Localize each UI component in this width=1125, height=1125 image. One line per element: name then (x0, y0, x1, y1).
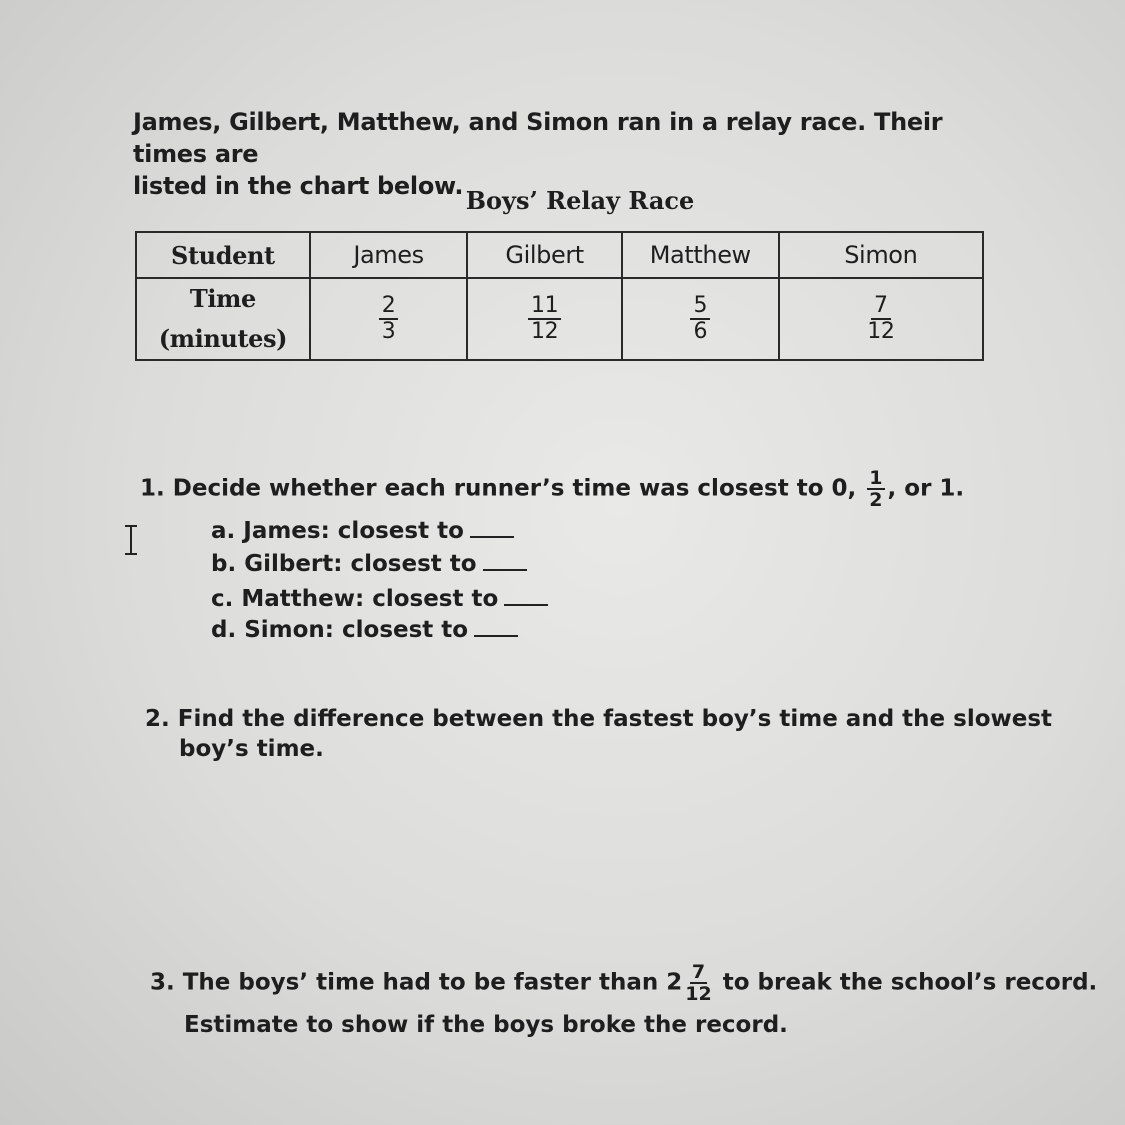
answer-blank[interactable] (504, 586, 548, 606)
numerator: 2 (379, 294, 399, 320)
q2-line-1: 2. Find the difference between the fastest boy’s time and the slowest (145, 706, 1053, 732)
denominator: 12 (531, 319, 559, 344)
intro-line-1: James, Gilbert, Matthew, and Simon ran in a relay race. Their times are (133, 108, 943, 168)
q1-item-a-text: a. James: closest to (211, 518, 464, 544)
numerator: 5 (690, 294, 710, 320)
mixed-number-whole: 2 (666, 969, 683, 996)
denominator: 6 (693, 319, 708, 344)
minutes-label: (minutes) (158, 324, 288, 353)
answer-blank[interactable] (483, 551, 527, 571)
answer-blank[interactable] (470, 518, 514, 538)
numerator: 1 (869, 467, 883, 489)
q1-text-end: , or 1. (887, 475, 965, 502)
table-title: Boys’ Relay Race (465, 186, 695, 215)
denominator: 3 (381, 319, 396, 344)
fraction (864, 294, 897, 344)
time-james (310, 278, 468, 360)
mixed-number-fraction (685, 962, 711, 1004)
denominator: 2 (869, 489, 883, 511)
q1-text: 1. Decide whether each runner’s time was closest to 0, (140, 475, 857, 502)
numerator: 7 (871, 294, 891, 320)
header-student-simon: Simon (779, 232, 983, 278)
q1-item-b (211, 551, 527, 577)
time-simon (779, 278, 983, 360)
text-cursor-icon (122, 524, 140, 556)
time-gilbert (467, 278, 622, 360)
numerator: 7 (691, 961, 706, 983)
question-2 (145, 704, 1052, 764)
q3-text-end: to break the school’s record. (722, 969, 1098, 996)
q1-item-b-text: b. Gilbert: closest to (211, 551, 477, 577)
time-label: Time (189, 284, 256, 313)
fraction (379, 294, 399, 344)
fraction (690, 294, 710, 344)
header-student-label: Student (136, 232, 310, 278)
denominator: 12 (867, 319, 895, 344)
intro-line-2: listed in the chart below. (133, 172, 464, 200)
question-3-line-2: Estimate to show if the boys broke the record. (184, 1012, 788, 1038)
relay-race-table (135, 231, 984, 361)
denominator: 12 (685, 983, 712, 1005)
time-matthew (622, 278, 779, 360)
question-1 (140, 468, 964, 510)
q2-line-2: boy’s time. (179, 736, 324, 762)
numerator: 11 (528, 294, 561, 320)
table-time-row (136, 278, 983, 360)
header-student-matthew: Matthew (622, 232, 779, 278)
q1-item-c-text: c. Matthew: closest to (211, 586, 499, 612)
header-student-james: James (310, 232, 468, 278)
one-half-fraction (867, 468, 884, 510)
header-student-gilbert: Gilbert (467, 232, 622, 278)
q1-item-c (211, 586, 548, 612)
fraction (528, 294, 561, 344)
time-row-label (136, 278, 310, 360)
question-3 (150, 962, 1097, 1004)
answer-blank[interactable] (474, 617, 518, 637)
table-header-row (136, 232, 983, 278)
q1-item-a (211, 518, 514, 544)
q1-item-d (211, 617, 518, 643)
q3-text: 3. The boys’ time had to be faster than (150, 969, 659, 996)
q1-item-d-text: d. Simon: closest to (211, 617, 469, 643)
